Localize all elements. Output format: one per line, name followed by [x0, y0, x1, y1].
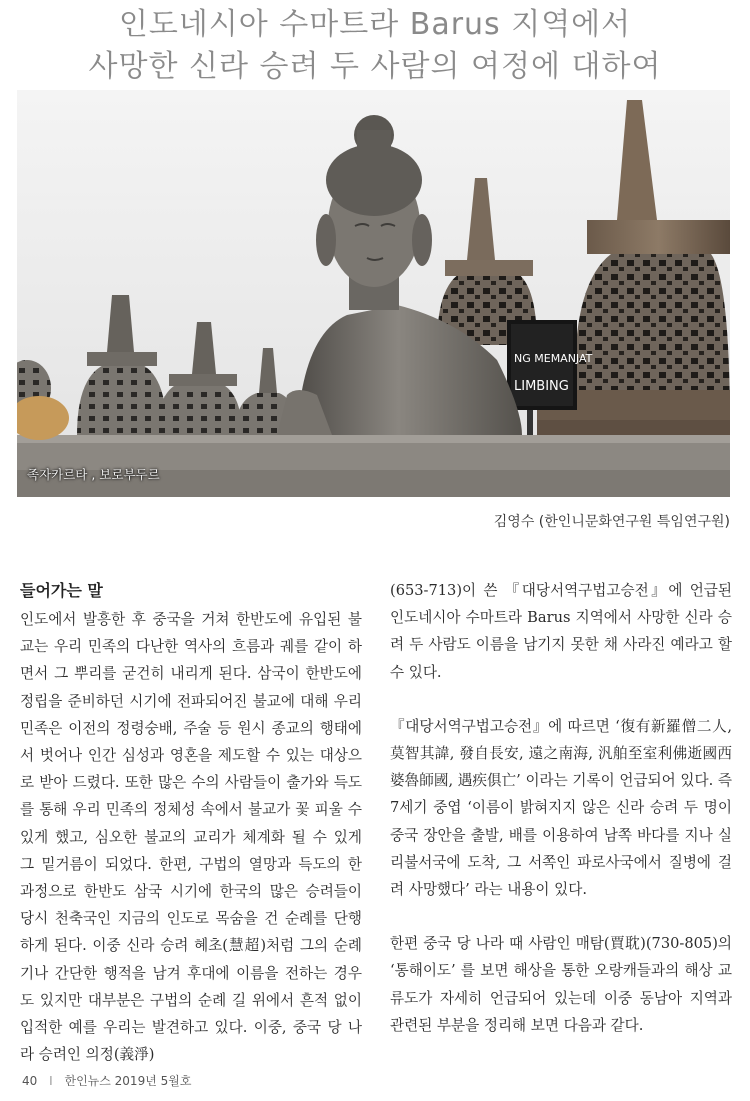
- right-paragraph-1: (653-713)이 쓴 『대당서역구법고승전』에 언급된 인도네시아 수마트라 Barus 지역에서 사망한 신라 승려 두 사람도 이름을 남기지 못한 채 사라진 예라고 할 수 있다.: [390, 582, 732, 681]
- right-paragraph-3: 한편 중국 당 나라 때 사람인 매탐(賈耽)(730-805)의 ‘통해이도’ 를 보면 해상을 통한 오랑캐들과의 해상 교류도가 자세히 언급되어 있는데 이중 동남아 지역과 관련된 부분을 정리해 보면 다음과 같다.: [390, 935, 732, 1034]
- article-title: [0, 4, 750, 88]
- author-credit: 김영수 (한인니문화연구원 특임연구원): [493, 514, 730, 530]
- right-paragraph-2: 『대당서역구법고승전』에 따르면 ‘復有新羅僧二人, 莫智其諱, 發自長安, 遠之南海, 汎舶至室利佛逝國西婆魯師國, 遇疾俱亡’ 이라는 기록이 언급되어 있다. 즉 7세기 중엽 ‘이름이 밝혀지지 않은 신라 승려 두 명이 중국 장안을 출발, 배를 이용하여 남쪽 바다를 지나 실리불서국에 도착, 그 서쪽인 파로사국에서 질병에 걸려 사망했다’ 라는 내용이 있다.: [390, 717, 732, 899]
- page-footer: [22, 1072, 191, 1089]
- title-line-2: 사망한 신라 승려 두 사람의 여정에 대하여: [88, 49, 662, 84]
- page-number: 40: [22, 1074, 38, 1088]
- svg-text:NG MEMANJAT: NG MEMANJAT: [514, 352, 593, 365]
- right-column: [390, 577, 732, 1039]
- left-paragraph: 인도에서 발흥한 후 중국을 거쳐 한반도에 유입된 불교는 우리 민족의 다난한 역사의 흐름과 궤를 같이 하면서 그 뿌리를 굳건히 내리게 된다. 삼국이 한반도에 정립을 준비하던 시기에 전파되어진 불교에 대해 우리 민족은 이전의 정령숭배, 주술 등 원시 종교의 행태에서 벗어나 인간 심성과 영혼을 제도할 수 있는 대상으로 받아 드렸다. 또한 많은 수의 사람들이 출가와 득도를 통해 우리 민족의 정체성 속에서 불교가 꽃 피울 수 있게 했고, 심오한 불교의 교리가 체계화 될 수 있게 그 밑거름이 되었다. 한편, 구법의 열망과 득도의 한 과정으로 한반도 삼국 시기에 한국의 많은 승려들이 당시 천축국인 지금의 인도로 목숨을 건 순례를 단행하게 된다. 이중 신라 승려 혜초(慧超)처럼 그의 순례기나 간단한 행적을 남겨 후대에 이름을 전하는 경우도 있지만 대부분은 구법의 순례 길 위에서 흔적 없이 입적한 예를 우리는 발견하고 있다. 이중, 중국 당 나라 승려인 의정(義淨): [20, 611, 362, 1064]
- title-line-1: 인도네시아 수마트라 Barus 지역에서: [118, 7, 632, 42]
- svg-text:LIMBING: LIMBING: [514, 379, 569, 394]
- buddha-stupa-illustration: [17, 90, 730, 497]
- section-heading: 들어가는 말: [20, 581, 103, 600]
- publication-name: 한인뉴스 2019년 5월호: [64, 1074, 192, 1088]
- left-column: [20, 580, 362, 1068]
- footer-separator: I: [49, 1074, 53, 1088]
- photo-caption: 족자카르타 , 보로부두르: [27, 467, 160, 482]
- borobudur-photo: [17, 90, 730, 497]
